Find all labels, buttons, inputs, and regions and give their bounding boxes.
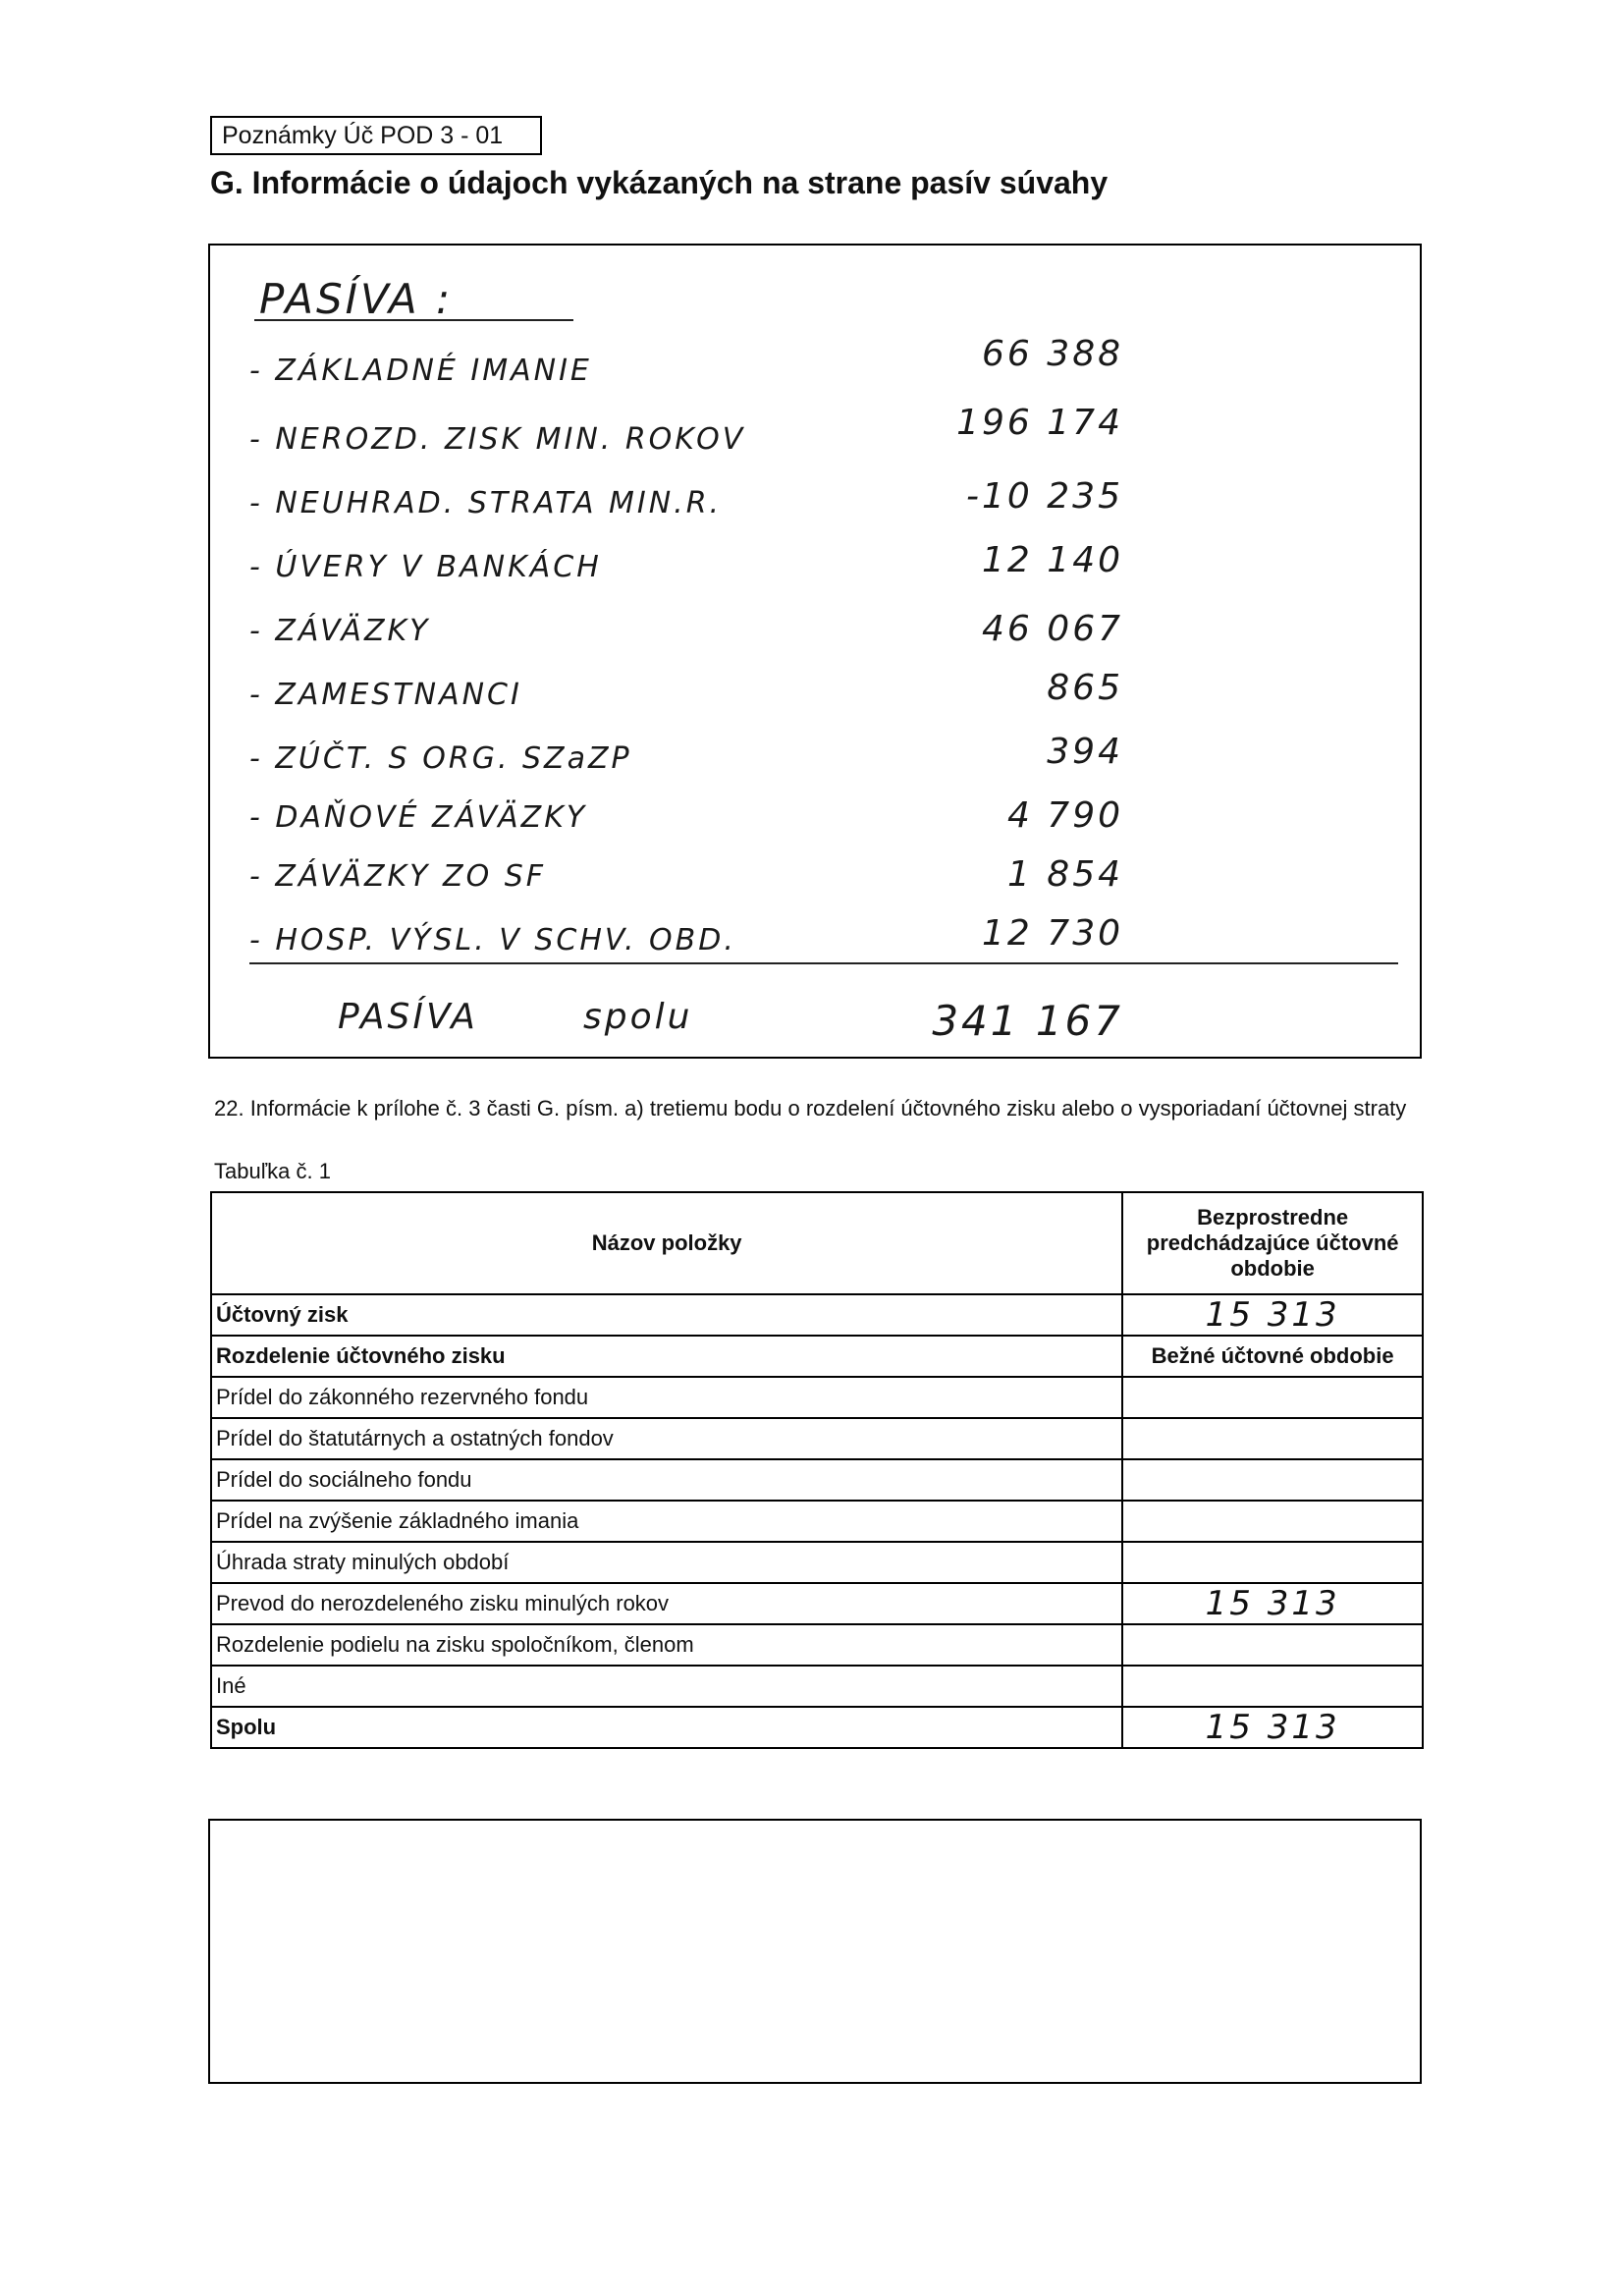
line-label: - ZAMESTNANCI xyxy=(249,678,522,712)
line-label: - DAŇOVÉ ZÁVÄZKY xyxy=(249,800,588,835)
table-row xyxy=(211,1377,1423,1418)
total-row-label: Spolu xyxy=(211,1707,1122,1748)
form-code: Poznámky Úč POD 3 - 01 xyxy=(210,116,542,155)
column-header-name: Názov položky xyxy=(211,1192,1122,1294)
table-caption: Tabuľka č. 1 xyxy=(214,1159,331,1183)
distribution-label: Rozdelenie účtovného zisku xyxy=(211,1336,1122,1377)
row-label: Iné xyxy=(211,1666,1122,1707)
line-value: 46 067 xyxy=(982,609,1123,649)
line-label: - ZÁKLADNÉ IMANIE xyxy=(249,354,592,388)
line-value: 12 730 xyxy=(982,913,1123,954)
row-label: Prídel do sociálneho fondu xyxy=(211,1459,1122,1501)
line-value: 196 174 xyxy=(956,403,1123,443)
total-rule xyxy=(249,962,1398,964)
total-row-value: 15 313 xyxy=(1122,1707,1423,1748)
profit-label: Účtovný zisk xyxy=(211,1294,1122,1336)
table-row xyxy=(211,1418,1423,1459)
total-label: PASÍVA xyxy=(338,997,478,1037)
section-title: G. Informácie o údajoch vykázaných na strane pasív súvahy xyxy=(210,165,1109,200)
current-period-header: Bežné účtovné obdobie xyxy=(1122,1336,1423,1377)
handwritten-liabilities-box xyxy=(208,244,1422,1059)
handwritten-title: PASÍVA : xyxy=(259,275,454,323)
table-row xyxy=(211,1666,1423,1707)
line-value: -10 235 xyxy=(966,476,1123,517)
line-label: - ZÁVÄZKY xyxy=(249,614,431,648)
row-label: Prídel na zvýšenie základného imania xyxy=(211,1501,1122,1542)
line-label: - ÚVERY V BANKÁCH xyxy=(249,550,602,584)
line-label: - ZÁVÄZKY ZO SF xyxy=(249,859,547,894)
column-header-previous-period: Bezprostredne predchádzajúce účtovné obdobie xyxy=(1122,1192,1423,1294)
row-value xyxy=(1122,1542,1423,1583)
table-row xyxy=(211,1583,1423,1624)
table-row xyxy=(211,1542,1423,1583)
profit-distribution-table xyxy=(210,1191,1424,1749)
row-value xyxy=(1122,1459,1423,1501)
row-value: 15 313 xyxy=(1122,1583,1423,1624)
note-text: 22. Informácie k prílohe č. 3 časti G. písm. a) tretiemu bodu o rozdelení účtovného zisku alebo o vysporiadaní účtovnej straty xyxy=(214,1096,1407,1121)
profit-value: 15 313 xyxy=(1122,1294,1423,1336)
row-label: Prevod do nerozdeleného zisku minulých rokov xyxy=(211,1583,1122,1624)
table-row xyxy=(211,1501,1423,1542)
row-label: Úhrada straty minulých období xyxy=(211,1542,1122,1583)
empty-notes-box xyxy=(208,1819,1422,2084)
line-label: - HOSP. VÝSL. V SCHV. OBD. xyxy=(249,923,736,957)
row-label: Prídel do štatutárnych a ostatných fondov xyxy=(211,1418,1122,1459)
table-row xyxy=(211,1624,1423,1666)
line-value: 66 388 xyxy=(982,334,1123,374)
line-value: 865 xyxy=(1047,668,1123,708)
row-value xyxy=(1122,1418,1423,1459)
row-value xyxy=(1122,1377,1423,1418)
line-value: 1 854 xyxy=(1006,854,1123,895)
table-row xyxy=(211,1459,1423,1501)
row-label: Prídel do zákonného rezervného fondu xyxy=(211,1377,1122,1418)
line-label: - ZÚČT. S ORG. SZaZP xyxy=(249,741,632,776)
row-value xyxy=(1122,1501,1423,1542)
line-value: 394 xyxy=(1047,732,1123,772)
title-underline xyxy=(254,319,573,321)
line-label: - NEUHRAD. STRATA MIN.R. xyxy=(249,486,723,520)
line-value: 12 140 xyxy=(982,540,1123,580)
row-value xyxy=(1122,1666,1423,1707)
total-value: 341 167 xyxy=(932,997,1123,1045)
line-value: 4 790 xyxy=(1006,795,1123,836)
row-label: Rozdelenie podielu na zisku spoločníkom, členom xyxy=(211,1624,1122,1666)
total-word: spolu xyxy=(583,997,693,1037)
row-value xyxy=(1122,1624,1423,1666)
line-label: - NEROZD. ZISK MIN. ROKOV xyxy=(249,422,746,457)
